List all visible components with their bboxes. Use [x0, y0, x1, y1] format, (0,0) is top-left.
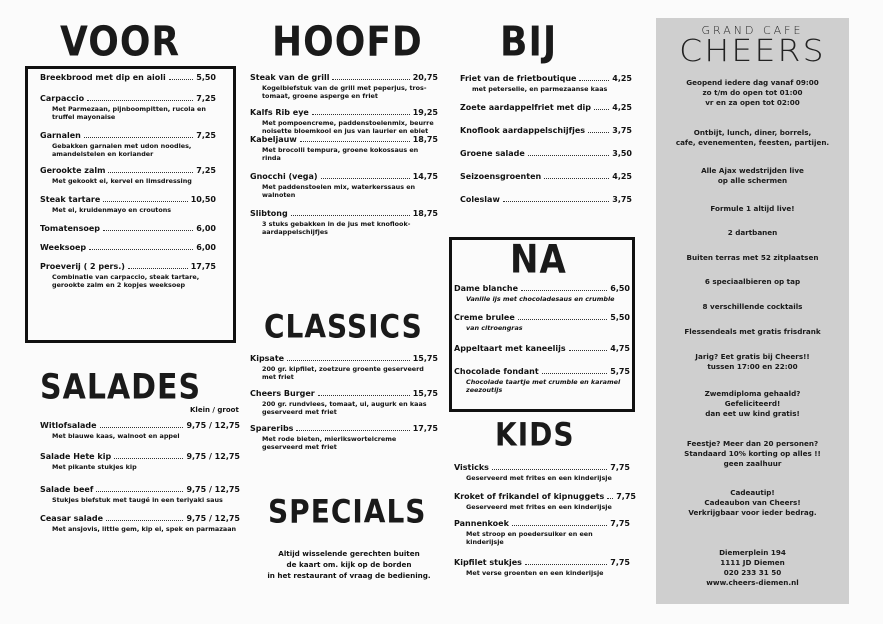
dot-leader: [106, 520, 183, 521]
menu-item-price: 17,75: [412, 424, 438, 433]
menu-item-price: 7,25: [196, 94, 216, 103]
darts-info: 2 dartbanen: [727, 228, 778, 237]
menu-item: [40, 94, 216, 121]
dot-leader: [169, 79, 193, 80]
menu-item: [40, 485, 240, 504]
dot-leader: [512, 525, 607, 526]
menu-item-price: 9,75 / 12,75: [186, 421, 240, 430]
menu-item: [40, 224, 216, 233]
menu-item-name: Chocolade fondant: [454, 367, 539, 376]
menu-item-name: Ceasar salade: [40, 514, 104, 523]
menu-item: [40, 195, 216, 214]
menu-item-description: van citroengras: [466, 324, 523, 332]
menu-item-description: Geserveerd met frites en een kinderijsje: [466, 474, 612, 482]
dot-leader: [108, 172, 193, 173]
menu-item-line: [454, 463, 630, 472]
menu-item-name: Coleslaw: [460, 195, 500, 204]
menu-item-price: 5,50: [196, 73, 216, 82]
menu-item-name: Tomatensoep: [40, 224, 100, 233]
menu-item-price: 10,50: [190, 195, 216, 204]
menu-item-price: 9,75 / 12,75: [186, 485, 240, 494]
feestje-line: Feestje? Meer dan 20 personen?: [686, 439, 819, 448]
dot-leader: [503, 201, 609, 202]
menu-item: [454, 558, 630, 577]
dot-leader: [100, 427, 184, 428]
menu-item-line: [454, 313, 630, 322]
menu-item-name: Kipfilet stukjes: [454, 558, 522, 567]
menu-item-price: 7,75: [610, 463, 630, 472]
services-line: cafe, evenementen, feesten, partijen.: [675, 138, 830, 147]
menu-item: [460, 172, 632, 181]
menu-item-line: [250, 209, 438, 218]
menu-item-name: Zoete aardappelfriet met dip: [460, 103, 592, 112]
menu-item-name: Seizoensgroenten: [460, 172, 542, 181]
menu-item-price: 14,75: [412, 172, 438, 181]
dot-leader: [492, 469, 607, 470]
cadeau-info: [656, 488, 849, 518]
hours-line: vr en za open tot 02:00: [705, 98, 800, 107]
menu-item: [250, 73, 438, 100]
menu-item-line: [250, 108, 438, 117]
menu-item-name: Knoflook aardappelschijfjes: [460, 126, 585, 135]
services: [656, 128, 849, 148]
menu-item-description: Met paddenstoelen mix, waterkerssaus en walnoten: [262, 183, 416, 199]
menu-item-description: Met Parmezaan, pijnboompitten, rucola en truffel mayonaise: [52, 105, 206, 121]
menu-item-price: 18,75: [412, 209, 438, 218]
menu-item: [460, 126, 632, 135]
menu-item-name: Salade beef: [40, 485, 94, 494]
dot-leader: [103, 201, 187, 202]
address-website[interactable]: www.cheers-diemen.nl: [706, 578, 799, 587]
hoofd-list: [250, 73, 438, 236]
menu-item-price: 3,75: [612, 195, 632, 204]
salades-list: [40, 421, 240, 533]
menu-item-line: [40, 94, 216, 103]
jarig-line: tussen 17:00 en 22:00: [707, 362, 798, 371]
menu-item: [460, 195, 632, 204]
menu-item: [454, 519, 630, 546]
menu-item-price: 7,75: [610, 558, 630, 567]
voor-list: [40, 73, 216, 289]
zwem-line: dan eet uw kind gratis!: [705, 409, 800, 418]
menu-item-description: Met ei, kruidenmayo en croutons: [52, 206, 172, 214]
menu-item-line: [250, 73, 438, 82]
bij-list: [460, 74, 632, 204]
menu-item-line: [40, 452, 240, 461]
dot-leader: [287, 360, 410, 361]
title-voor: VOOR: [60, 18, 181, 67]
ajax-line: op alle schermen: [717, 176, 788, 185]
specials-text: [244, 548, 454, 581]
f1-info: Formule 1 altijd live!: [710, 204, 795, 213]
menu-item-description: Met pompoencreme, paddenstoelenmix, beurre noisette bloemkool en jus van laurier en ebiet: [262, 119, 434, 135]
menu-item-line: [40, 514, 240, 523]
title-salades: SALADES: [40, 367, 202, 408]
terras-info: Buiten terras met 52 zitplaatsen: [686, 253, 819, 262]
menu-item-description: Met stroop en poedersuiker en een kinderijsje: [466, 530, 593, 546]
menu-item-name: Garnalen: [40, 131, 81, 140]
menu-item: [454, 344, 630, 353]
menu-item: [40, 131, 216, 158]
hours-line: zo t/m do open tot 01:00: [702, 88, 803, 97]
menu-item: [250, 108, 438, 135]
dot-leader: [521, 290, 607, 291]
menu-item-description: Stukjes biefstuk met taugé in een teriyaki saus: [52, 496, 223, 504]
title-kids: KIDS: [495, 415, 575, 454]
menu-item-line: [454, 284, 630, 293]
menu-item-line: [454, 367, 630, 376]
menu-item-line: [40, 485, 240, 494]
dot-leader: [594, 109, 609, 110]
menu-item-line: [454, 558, 630, 567]
menu-item: [40, 262, 216, 289]
menu-item-description: 3 stuks gebakken in de jus met knoflook-aardappelschijfjes: [262, 220, 411, 236]
menu-item-line: [460, 149, 632, 158]
dot-leader: [312, 114, 410, 115]
menu-item-price: 9,75 / 12,75: [186, 452, 240, 461]
menu-item-description: Met pikante stukjes kip: [52, 463, 137, 471]
menu-item-name: Gnocchi (vega): [250, 172, 318, 181]
menu-item-line: [454, 492, 636, 501]
menu-item-line: [250, 172, 438, 181]
menu-item: [460, 74, 632, 93]
salades-size-note: Klein / groot: [190, 406, 239, 414]
menu-item-line: [40, 243, 216, 252]
menu-item-line: [40, 73, 216, 82]
menu-item-name: Cheers Burger: [250, 389, 315, 398]
menu-item-name: Friet van de frietboutique: [460, 74, 577, 83]
brand-logo: CHEERS: [679, 34, 826, 69]
menu-item-line: [460, 74, 632, 83]
menu-item-name: Slibtong: [250, 209, 288, 218]
feestje-line: Standaard 10% korting op alles !!: [684, 449, 821, 458]
dot-leader: [607, 498, 613, 499]
dot-leader: [525, 564, 607, 565]
menu-item-name: Carpaccio: [40, 94, 85, 103]
title-classics: CLASSICS: [264, 307, 423, 346]
menu-item-name: Proeverij ( 2 pers.): [40, 262, 125, 271]
menu-item-line: [460, 103, 632, 112]
menu-item-price: 20,75: [412, 73, 438, 82]
menu-item-price: 4,25: [612, 172, 632, 181]
specials-line: Altijd wisselende gerechten buiten: [278, 549, 420, 558]
zwem-info: [656, 389, 849, 419]
menu-item-name: Spareribs: [250, 424, 294, 433]
menu-item: [40, 452, 240, 471]
menu-item-description: Met ansjovis, little gem, kip ei, spek en parmazaan: [52, 525, 237, 533]
title-specials: SPECIALS: [268, 492, 427, 531]
menu-item-description: Met brocolli tempura, groene kokossaus en rinda: [262, 146, 419, 162]
address-phone: 020 233 31 50: [723, 568, 782, 577]
cadeau-line: Cadeautip!: [730, 488, 775, 497]
address: [656, 548, 849, 588]
menu-item: [250, 172, 438, 199]
menu-item-price: 9,75 / 12,75: [186, 514, 240, 523]
dot-leader: [569, 350, 608, 351]
menu-item-price: 17,75: [190, 262, 216, 271]
menu-item: [40, 514, 240, 533]
menu-item: [250, 389, 438, 416]
menu-item-name: Salade Hete kip: [40, 452, 112, 461]
menu-item: [454, 492, 636, 511]
menu-item: [454, 313, 630, 332]
hours-line: Geopend iedere dag vanaf 09:00: [686, 78, 819, 87]
zwem-line: Zwemdiploma gehaald?: [704, 389, 801, 398]
cocktails-info: 8 verschillende cocktails: [702, 302, 803, 311]
specials-line: in het restaurant of vraag de bediening.: [267, 571, 431, 580]
brand-small: GRAND CAFE: [701, 24, 804, 37]
menu-item: [250, 424, 438, 451]
beers-info: 6 speciaalbieren op tap: [704, 277, 801, 286]
dot-leader: [128, 268, 188, 269]
dot-leader: [528, 155, 609, 156]
menu-item-price: 3,75: [612, 126, 632, 135]
menu-item-price: 6,00: [196, 224, 216, 233]
feestje-line: geen zaalhuur: [723, 459, 782, 468]
info-panel: [656, 18, 849, 604]
menu-item-price: 15,75: [412, 389, 438, 398]
zwem-line: Gefeliciteerd!: [724, 399, 781, 408]
menu-item-name: Creme brulee: [454, 313, 515, 322]
menu-item-description: Gebakken garnalen met udon noodles, amandelstelen en koriander: [52, 142, 192, 158]
menu-item-description: Chocolade taartje met crumble en karamel zeezoutijs: [466, 378, 621, 394]
hours: [656, 78, 849, 108]
menu-item-line: [40, 224, 216, 233]
menu-item-line: [250, 389, 438, 398]
menu-item-name: Dame blanche: [454, 284, 519, 293]
dot-leader: [114, 458, 183, 459]
menu-item-name: Steak tartare: [40, 195, 101, 204]
title-hoofd: HOOFD: [272, 18, 423, 67]
cadeau-line: Cadeaubon van Cheers!: [704, 498, 801, 507]
ajax-line: Alle Ajax wedstrijden live: [701, 166, 804, 175]
menu-item: [454, 463, 630, 482]
dot-leader: [579, 80, 609, 81]
menu-item-name: Kalfs Rib eye: [250, 108, 309, 117]
feestje-info: [656, 439, 849, 469]
dot-leader: [332, 79, 409, 80]
menu-item-price: 4,75: [610, 344, 630, 353]
menu-item-price: 19,25: [412, 108, 438, 117]
menu-item-line: [40, 131, 216, 140]
menu-item-price: 4,25: [612, 74, 632, 83]
menu-item-price: 4,25: [612, 103, 632, 112]
menu-item-name: Breekbrood met dip en aioli: [40, 73, 166, 82]
menu-item-description: Met blauwe kaas, walnoot en appel: [52, 432, 180, 440]
menu-item-price: 18,75: [412, 135, 438, 144]
menu-item-price: 7,25: [196, 166, 216, 175]
menu-item-price: 7,75: [616, 492, 636, 501]
menu-item-description: Met rode bieten, mierikswortelcreme geserveerd met friet: [262, 435, 397, 451]
menu-item-line: [250, 424, 438, 433]
menu-item-line: [460, 195, 632, 204]
menu-item-price: 15,75: [412, 354, 438, 363]
jarig-line: Jarig? Eet gratis bij Cheers!!: [695, 352, 810, 361]
flessen-info: Flessendeals met gratis frisdrank: [684, 327, 821, 336]
menu-item-line: [454, 519, 630, 528]
menu-item-line: [460, 172, 632, 181]
specials-line: de kaart om. kijk op de borden: [286, 560, 412, 569]
menu-item-description: Combinatie van carpaccio, steak tartare, gerookte zalm en 2 kopjes weeksoep: [52, 273, 200, 289]
jarig-info: [656, 352, 849, 372]
menu-item-name: Steak van de grill: [250, 73, 330, 82]
menu-item: [40, 421, 240, 440]
menu-item-price: 7,75: [610, 519, 630, 528]
menu-item: [460, 103, 632, 112]
menu-item-name: Kroket of frikandel of kipnuggets: [454, 492, 605, 501]
menu-item-description: Met gekookt ei, kervel en limsdressing: [52, 177, 192, 185]
cadeau-line: Verkrijgbaar voor ieder bedrag.: [688, 508, 817, 517]
menu-item-name: Witlofsalade: [40, 421, 97, 430]
menu-item: [40, 243, 216, 252]
classics-list: [250, 354, 438, 451]
menu-item-price: 5,50: [610, 313, 630, 322]
menu-item-name: Visticks: [454, 463, 489, 472]
menu-item-name: Kabeljauw: [250, 135, 297, 144]
menu-item-price: 7,25: [196, 131, 216, 140]
menu-item-line: [454, 344, 630, 353]
dot-leader: [87, 100, 193, 101]
menu-item: [454, 284, 630, 303]
menu-item-name: Kipsate: [250, 354, 285, 363]
menu-item-description: Met verse groenten en een kinderijsje: [466, 569, 604, 577]
menu-item-name: Appeltaart met kaneelijs: [454, 344, 566, 353]
address-city: 1111 JD Diemen: [720, 558, 785, 567]
dot-leader: [321, 178, 410, 179]
dot-leader: [84, 137, 193, 138]
menu-item-description: Vanille ijs met chocoladesaus en crumble: [466, 295, 615, 303]
ajax-info: [656, 166, 849, 186]
menu-item-name: Groene salade: [460, 149, 525, 158]
menu-item-description: Geserveerd met frites en een kinderijsje: [466, 503, 612, 511]
menu-item-description: 200 gr. rundvlees, tomaat, ui, augurk en kaas geserveerd met friet: [262, 400, 427, 416]
menu-item-line: [460, 126, 632, 135]
menu-item-line: [250, 354, 438, 363]
menu-item: [250, 209, 438, 236]
menu-item-name: Pannenkoek: [454, 519, 509, 528]
menu-item-line: [40, 421, 240, 430]
dot-leader: [291, 215, 410, 216]
dot-leader: [588, 132, 609, 133]
menu-item-line: [40, 166, 216, 175]
dot-leader: [103, 230, 193, 231]
title-bij: BIJ: [500, 18, 558, 67]
title-na: NA: [510, 237, 567, 283]
menu-item: [40, 73, 216, 82]
menu-item-price: 6,50: [610, 284, 630, 293]
menu-item-line: [250, 135, 438, 144]
dot-leader: [318, 395, 410, 396]
menu-item: [250, 135, 438, 162]
menu-item-line: [40, 262, 216, 271]
menu-item-price: 6,00: [196, 243, 216, 252]
dot-leader: [300, 141, 410, 142]
menu-item-description: Kogelbiefstuk van de grill met peperjus, tros-tomaat, groene asperge en friet: [262, 84, 427, 100]
menu-item: [40, 166, 216, 185]
menu-item-description: 200 gr. kipfilet, zoetzure groente geserveerd met friet: [262, 365, 424, 381]
menu-item-name: Gerookte zalm: [40, 166, 106, 175]
dot-leader: [89, 249, 193, 250]
dot-leader: [518, 319, 608, 320]
menu-item-price: 5,75: [610, 367, 630, 376]
kids-list: [454, 463, 636, 577]
na-list: [454, 284, 630, 394]
menu-item-name: Weeksoep: [40, 243, 87, 252]
menu-item: [454, 367, 630, 394]
dot-leader: [542, 373, 608, 374]
menu-item-description: met peterselie, en parmezaanse kaas: [472, 85, 608, 93]
dot-leader: [96, 491, 183, 492]
menu-item-line: [40, 195, 216, 204]
dot-leader: [544, 178, 609, 179]
menu-item: [250, 354, 438, 381]
menu-item-price: 3,50: [612, 149, 632, 158]
services-line: Ontbijt, lunch, diner, borrels,: [693, 128, 812, 137]
dot-leader: [296, 430, 409, 431]
menu-item: [460, 149, 632, 158]
address-street: Diemerplein 194: [719, 548, 786, 557]
